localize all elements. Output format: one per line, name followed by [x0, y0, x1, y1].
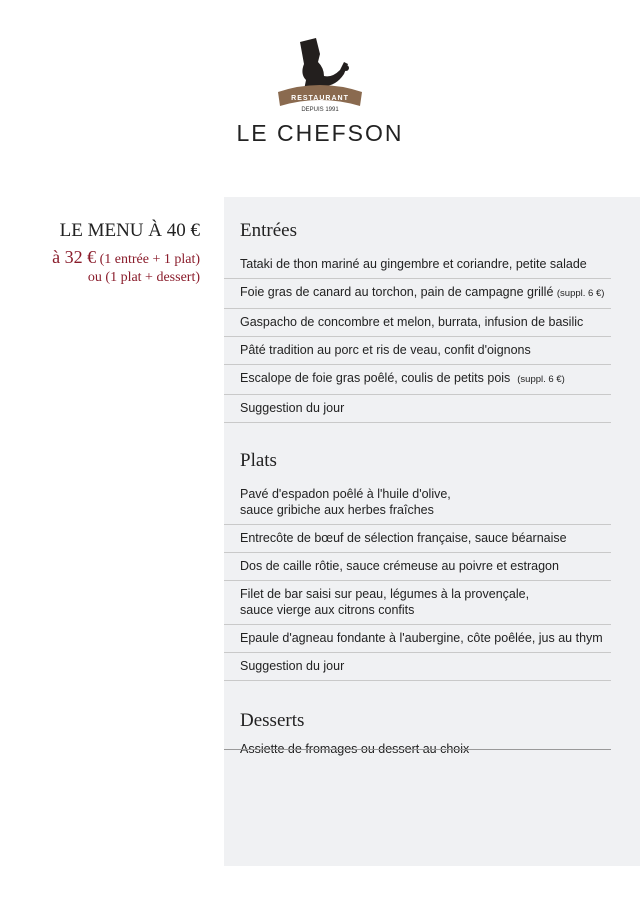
- menu-title: LE MENU À 40 €: [59, 220, 200, 241]
- menu-panel: [224, 197, 640, 866]
- section-plats: [224, 450, 611, 681]
- section-desserts: [224, 710, 611, 757]
- section-title: Desserts: [240, 710, 305, 731]
- list-item: Dos de caille rôtie, sauce crémeuse au poivre et estragon: [224, 553, 611, 581]
- section-title: Entrées: [240, 220, 297, 241]
- list-item: Pavé d'espadon poêlé à l'huile d'olive, sauce gribiche aux herbes fraîches: [224, 481, 611, 525]
- list-item: Assiette de fromages ou dessert au choix: [224, 741, 611, 757]
- list-item: Suggestion du jour: [224, 395, 611, 423]
- list-item: Epaule d'agneau fondante à l'aubergine, côte poêlée, jus au thym: [224, 625, 611, 653]
- list-item: Tataki de thon mariné au gingembre et coriandre, petite salade: [224, 251, 611, 279]
- chef-logo-icon: [220, 34, 420, 114]
- list-item: Gaspacho de concombre et melon, burrata, infusion de basilic: [224, 309, 611, 337]
- list-item: Suggestion du jour: [224, 653, 611, 681]
- section-entrees: [224, 220, 611, 423]
- list-item: Entrecôte de bœuf de sélection française, sauce béarnaise: [224, 525, 611, 553]
- list-item: Foie gras de canard au torchon, pain de campagne grillé (suppl. 6 €): [224, 279, 611, 309]
- brand-name: LE CHEFSON: [236, 120, 404, 146]
- section-title: Plats: [240, 450, 277, 471]
- list-item: Escalope de foie gras poêlé, coulis de petits pois (suppl. 6 €): [224, 365, 611, 395]
- offer-option-1: (1 entrée + 1 plat): [99, 252, 200, 267]
- list-item: Pâté tradition au porc et ris de veau, confit d'oignons: [224, 337, 611, 365]
- reduced-price: à 32 €: [52, 247, 97, 267]
- list-item: Filet de bar saisi sur peau, légumes à la provençale, sauce vierge aux citrons confits: [224, 581, 611, 625]
- offer-option-2: ou (1 plat + dessert): [87, 270, 200, 285]
- menu-offer: [52, 220, 200, 287]
- logo-badge-text: RESTAURANT: [291, 95, 349, 102]
- logo-since: DEPUIS 1991: [301, 107, 339, 113]
